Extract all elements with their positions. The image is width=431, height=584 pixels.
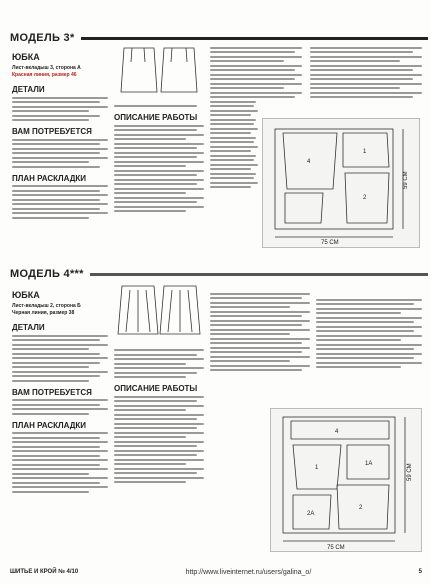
model-3-details-heading: ДЕТАЛИ	[12, 85, 45, 94]
model-3-details-text	[12, 97, 108, 122]
dimension-horizontal: 75 СМ	[327, 545, 345, 551]
dimension-vertical: 59 СМ	[407, 463, 413, 481]
model-3-layout-diagram	[262, 118, 420, 248]
model-4-column-4	[316, 296, 422, 371]
model-3-materials-heading: ВАМ ПОТРЕБУЕТСЯ	[12, 127, 92, 136]
piece-label: 1А	[365, 461, 373, 467]
model-3-work-heading: ОПИСАНИЕ РАБОТЫ	[114, 113, 198, 122]
model-4-column-1	[12, 290, 108, 495]
piece-label: 1	[315, 465, 319, 471]
model-3-sheet-line-1: Лист-вкладыш 3, сторона А	[12, 65, 81, 71]
model-3-column-4	[310, 44, 422, 101]
model-4-details-text	[12, 335, 108, 382]
piece-label: 4	[335, 429, 339, 435]
piece-label: 1	[363, 149, 367, 155]
model-4-work-heading: ОПИСАНИЕ РАБОТЫ	[114, 384, 198, 393]
model-4-materials-text	[12, 399, 108, 415]
model-3-column-2	[114, 44, 204, 215]
model-3-layout-text	[12, 185, 108, 219]
model-4-sheet-line-1: Лист-вкладыш 2, сторона Б	[12, 303, 81, 309]
model-4-column-2	[114, 282, 204, 486]
model-3-materials-text	[12, 139, 108, 168]
model-3-label: МОДЕЛЬ 3*	[4, 32, 81, 44]
model-3-sheet-line-2: Красная линия, размер 46	[12, 72, 77, 78]
model-3-column-1	[12, 52, 108, 221]
model-4-layout-text	[12, 432, 108, 493]
model-3-title: ЮБКА	[12, 52, 40, 62]
model-4-work-text	[114, 396, 204, 484]
model-3-layout-heading: ПЛАН РАСКЛАДКИ	[12, 173, 87, 183]
skirt-sketch-image	[114, 44, 204, 96]
dimension-horizontal: 75 СМ	[321, 240, 339, 246]
piece-label: 2А	[307, 511, 315, 517]
model-4-sheet-line-2: Черная линия, размер 38	[12, 310, 75, 316]
skirt-sketch-image	[114, 282, 204, 338]
dimension-vertical: 59 СМ	[403, 171, 409, 189]
model-4-column-3	[210, 290, 310, 374]
model-3-work-text	[114, 125, 204, 213]
model-4-details-heading: ДЕТАЛИ	[12, 323, 45, 332]
piece-label: 2	[363, 195, 367, 201]
model-4-materials-heading: ВАМ ПОТРЕБУЕТСЯ	[12, 387, 92, 397]
model-4-title: ЮБКА	[12, 290, 40, 300]
model-4-layout-heading: ПЛАН РАСКЛАДКИ	[12, 420, 87, 430]
page-number: 5	[418, 569, 422, 575]
model-4-label: МОДЕЛЬ 4***	[4, 268, 90, 280]
page-footer	[10, 566, 422, 578]
piece-label: 4	[307, 159, 311, 165]
model-4-header	[4, 266, 428, 282]
model-4-layout-diagram	[270, 408, 422, 552]
piece-label: 2	[359, 505, 363, 511]
source-url: http://www.liveinternet.ru/users/galina_o/	[185, 568, 312, 576]
magazine-issue: ШИТЬЕ И КРОЙ № 4/10	[10, 569, 79, 575]
